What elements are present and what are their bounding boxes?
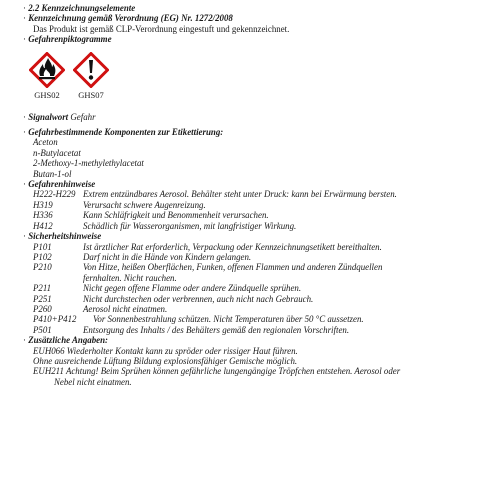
hazard-item: H222-H229 Extrem entzündbares Aerosol. Behälter steht unter Druck: kann bei Erwärmung bersten. [33, 189, 397, 200]
component-item: Butan-1-ol [33, 168, 72, 179]
pictograms-heading: · Gefahrenpiktogramme [23, 34, 112, 45]
hazard-item: H412 Schädlich für Wasserorganismen, mit langfristiger Wirkung. [33, 220, 297, 231]
additional-item-continuation: Nebel nicht einatmen. [54, 376, 132, 387]
hazard-item: H336 Kann Schläfrigkeit und Benommenheit verursachen. [33, 210, 269, 221]
additional-heading: · Zusätzliche Angaben: [23, 335, 108, 346]
section-heading: · 2.2 Kennzeichnungselemente [23, 3, 136, 13]
additional-item: EUH211 Achtung! Beim Sprühen können gefährliche lungengängige Tröpfchen entstehen. Aerosol oder [33, 366, 401, 377]
flame-icon [29, 52, 65, 88]
regulation-text: Das Produkt ist gemäß CLP-Verordnung eingestuft und gekennzeichnet. [33, 23, 290, 34]
components-heading: · Gefahrbestimmende Komponenten zur Etikettierung: [23, 127, 224, 138]
hazard-item: H319 Verursacht schwere Augenreizung. [33, 199, 206, 210]
component-item: Aceton [33, 137, 58, 148]
additional-list [23, 346, 500, 388]
component-item: n-Butylacetat [33, 147, 81, 158]
pictogram-ghs07 [72, 52, 110, 100]
precautionary-item: P251 Nicht durchstechen oder verbrennen, auch nicht nach Gebrauch. [33, 293, 314, 304]
precautionary-item: P101 Ist ärztlicher Rat erforderlich, Verpackung oder Kennzeichnungsetikett bereithalten. [33, 241, 382, 252]
precautionary-item: P102 Darf nicht in die Hände von Kindern gelangen. [33, 251, 252, 262]
pictogram-label: GHS07 [78, 89, 104, 100]
hazard-heading: · Gefahrenhinweise [23, 179, 96, 190]
precautionary-item: P211 Nicht gegen offene Flamme oder andere Zündquelle sprühen. [33, 283, 302, 294]
precautionary-item: P210 Von Hitze, heißen Oberflächen, Funken, offenen Flammen und anderen Zündquellen [33, 262, 383, 273]
precautionary-item: P410+P412 Vor Sonnenbestrahlung schützen. Nicht Temperaturen über 50 °C aussetzen. [33, 314, 364, 325]
pictogram-list [28, 52, 500, 100]
exclamation-icon [73, 52, 109, 88]
precautionary-item: P501 Entsorgung des Inhalts / des Behälters gemäß den regionalen Vorschriften. [33, 324, 350, 335]
signal-word: · Signalwort Gefahr [23, 111, 96, 122]
precautionary-item-continuation: fernhalten. Nicht rauchen. [83, 272, 177, 283]
component-item: 2-Methoxy-1-methylethylacetat [33, 158, 144, 169]
precautionary-heading: · Sicherheitshinweise [23, 231, 102, 242]
precautionary-list [23, 242, 500, 336]
pictogram-ghs02 [28, 52, 66, 100]
additional-item: EUH066 Wiederholter Kontakt kann zu spröder oder rissiger Haut führen. [33, 345, 298, 356]
regulation-heading: · Kennzeichnung gemäß Verordnung (EG) Nr. 1272/2008 [23, 13, 233, 24]
additional-item: Ohne ausreichende Lüftung Bildung explosionsfähiger Gemische möglich. [33, 355, 298, 366]
precautionary-item: P260 Aerosol nicht einatmen. [33, 303, 168, 314]
hazard-list [23, 189, 500, 231]
pictogram-label: GHS02 [34, 89, 60, 100]
